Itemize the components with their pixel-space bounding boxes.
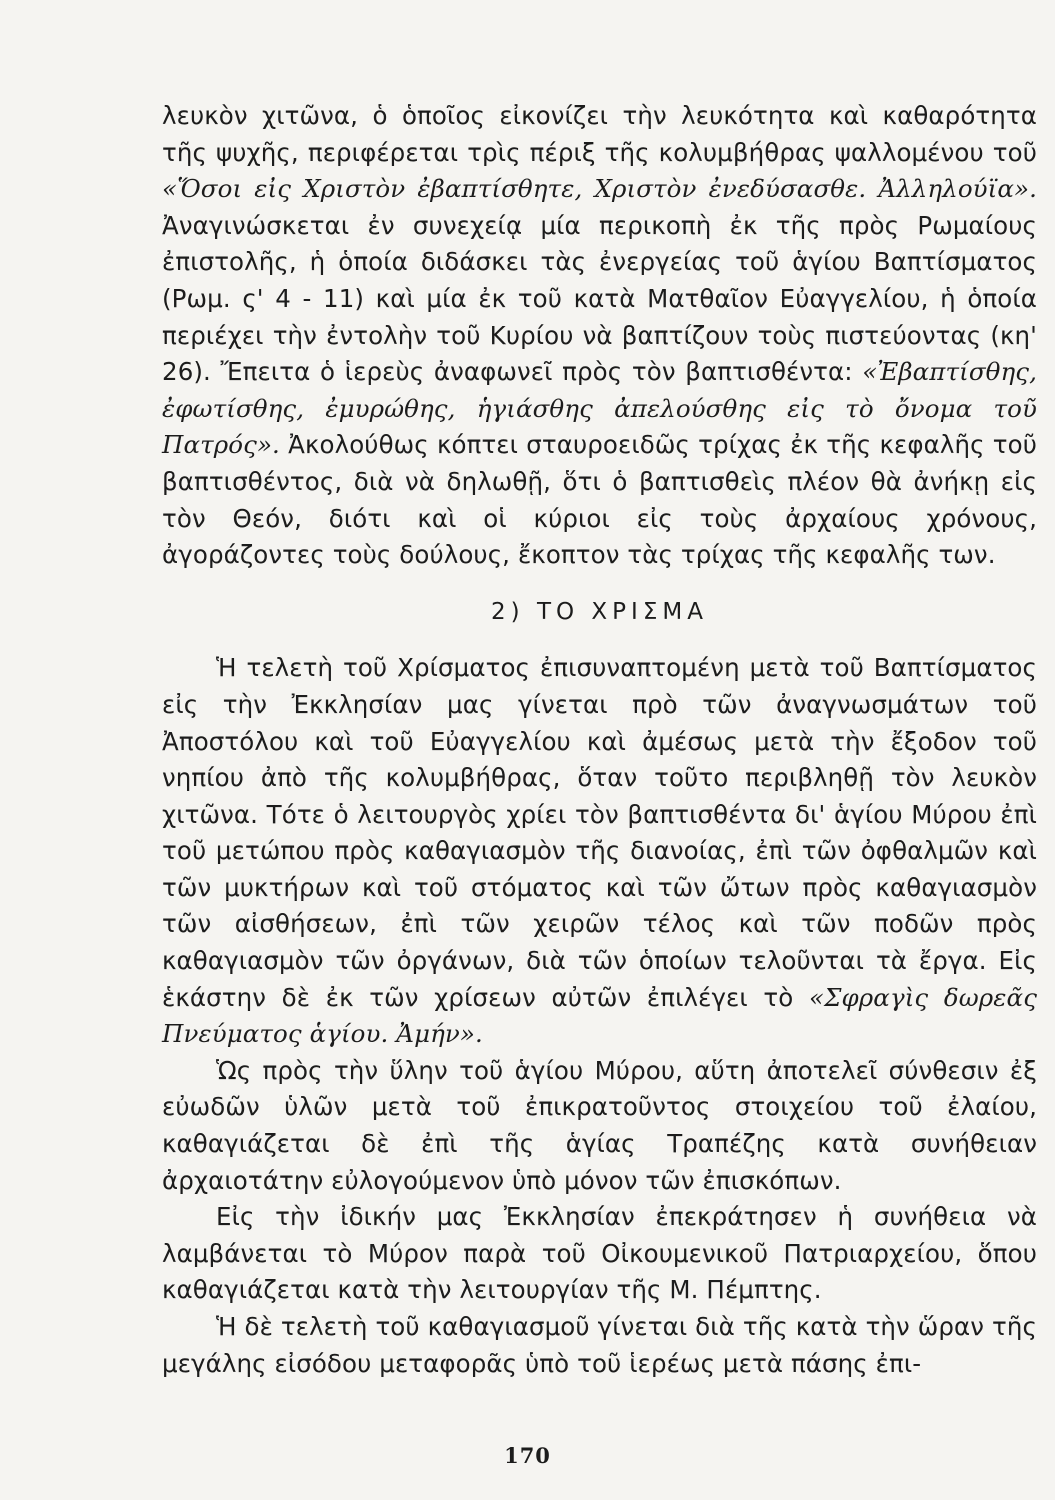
section-heading: 2) ΤΟ ΧΡΙΣΜΑ bbox=[491, 598, 708, 625]
body-text bbox=[162, 98, 1037, 1382]
paragraph-myron-material: Ὡς πρὸς τὴν ὕλην τοῦ ἁγίου Μύρου, αὕτη ἀποτελεῖ σύνθεσιν ἐξ εὐωδῶν ὑλῶν μετὰ τοῦ ἐπικρατοῦντος στοιχείου τοῦ ἐλαίου, καθαγιάζεται δὲ ἐπὶ τῆς ἁγίας Τραπέζης κατὰ συνήθειαν ἀρχαιοτάτην εὐλογούμενον ὑπὸ μόνον τῶν ἐπισκόπων. bbox=[162, 1055, 1037, 1195]
paragraph-text: λευκὸν χιτῶνα, ὁ ὁποῖος εἰκονίζει τὴν λευκότητα καὶ καθαρότητα τῆς ψυχῆς, περιφέρεται τρὶς πέριξ τῆς κολυμβήθρας ψαλλομένου τοῦ bbox=[162, 101, 1037, 167]
paragraph-patriarchate: Εἰς τὴν ἰδικήν μας Ἐκκλησίαν ἐπεκράτησεν ἡ συνήθεια νὰ λαμβάνεται τὸ Μύρον παρὰ τοῦ Οἰκουμενικοῦ Πατριαρχείου, ὅπου καθαγιάζεται κατὰ τὴν λειτουργίαν τῆς Μ. Πέμπτης. bbox=[162, 1202, 1037, 1305]
hymn-quote: «Ὅσοι εἰς Χριστὸν ἐβαπτίσθητε, Χριστὸν ἐνεδύσασθε. Ἀλληλούϊα». bbox=[162, 174, 1037, 204]
paragraph-text: Ἀναγινώσκεται ἐν συνεχείᾳ μία περικοπὴ ἐκ τῆς πρὸς Ρωμαίους ἐπιστολῆς, ἡ ὁποία διδάσκει τὰς ἐνεργείας τοῦ ἁγίου Βαπτίσματος (Ρωμ. ς' 4 - 11) καὶ μία ἐκ τοῦ κατὰ Ματθαῖον Εὐαγγελίου, ἡ ὁποία περιέχει τὴν ἐντολὴν τοῦ Κυρίου νὰ βαπτίζουν τοὺς πιστεύοντας (κη' 26). Ἔπειτα ὁ ἱερεὺς ἀναφωνεῖ πρὸς τὸν βαπτισθέντα: bbox=[162, 210, 1037, 387]
paragraph-chrism bbox=[162, 650, 1037, 1053]
seal-formula-quote: «Σφραγὶς δωρεᾶς Πνεύματος ἁγίου. Ἀμήν». bbox=[162, 982, 1038, 1049]
paragraph-baptism-continued bbox=[162, 98, 1037, 574]
baptism-formula-quote: «Ἐβαπτίσθης, ἐφωτίσθης, ἐμυρώθης, ἡγιάσθης ἀπελούσθης εἰς τὸ ὄνομα τοῦ Πατρός». bbox=[162, 357, 1037, 460]
paragraph-text: Ἡ τελετὴ τοῦ Χρίσματος ἐπισυναπτομένη μετὰ τοῦ Βαπτίσματος εἰς τὴν Ἐκκλησίαν μας γίνεται πρὸ τῶν ἀναγνωσμάτων τοῦ Ἀποστόλου καὶ τοῦ Εὐαγγελίου καὶ ἀμέσως μετὰ τὴν ἔξοδον τοῦ νηπίου ἀπὸ τῆς κολυμβήθρας, ὅταν τοῦτο περιβληθῇ τὸν λευκὸν χιτῶνα. Τότε ὁ λειτουργὸς χρίει τὸν βαπτισθέντα δι' ἁγίου Μύρου ἐπὶ τοῦ μετώπου πρὸς καθαγιασμὸν τῆς διανοίας, ἐπὶ τῶν ὀφθαλμῶν καὶ τῶν μυκτήρων καὶ τοῦ στόματος καὶ τῶν ὤτων πρὸς καθαγιασμὸν τῶν αἰσθήσεων, ἐπὶ τῶν χειρῶν τέλος καὶ τῶν ποδῶν πρὸς καθαγιασμὸν τῶν ὀργάνων, διὰ τῶν ὁποίων τελοῦνται τὰ ἔργα. Εἰς ἑκάστην δὲ ἐκ τῶν χρίσεων αὐτῶν ἐπιλέγει τὸ bbox=[162, 653, 1037, 1012]
page-number: 170 bbox=[504, 1443, 551, 1468]
paragraph-text: Ἀκολούθως κόπτει σταυροειδῶς τρίχας ἐκ τῆς κεφαλῆς τοῦ βαπτισθέντος, διὰ νὰ δηλωθῇ, ὅτι ὁ βαπτισθεὶς πλέον θὰ ἀνήκῃ εἰς τὸν Θεόν, διότι καὶ οἱ κύριοι εἰς τοὺς ἀρχαίους χρόνους, ἀγοράζοντες τοὺς δούλους, ἔκοπτον τὰς τρίχας τῆς κεφαλῆς των. bbox=[162, 430, 1037, 570]
paragraph-consecration: Ἡ δὲ τελετὴ τοῦ καθαγιασμοῦ γίνεται διὰ τῆς κατὰ τὴν ὥραν τῆς μεγάλης εἰσόδου μεταφορᾶς ὑπὸ τοῦ ἱερέως μετὰ πάσης ἐπι- bbox=[162, 1312, 1037, 1378]
